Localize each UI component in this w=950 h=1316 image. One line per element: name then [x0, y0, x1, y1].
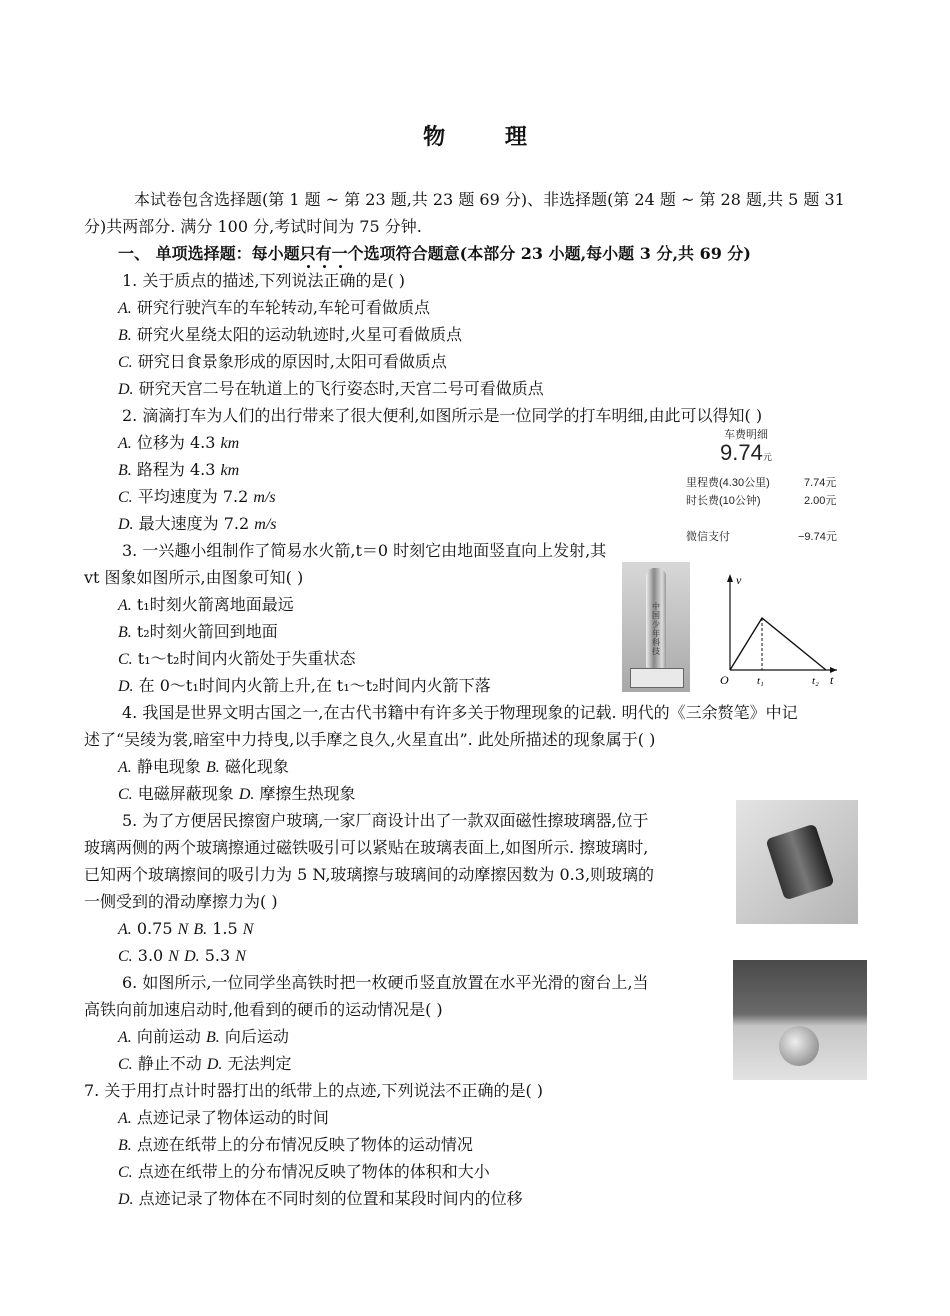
section-emph-1: 只: [299, 244, 316, 263]
receipt-heading: 车费明细: [724, 429, 768, 441]
vt-t2-label: t₂: [812, 675, 819, 687]
question-7-stem: 7. 关于用打点计时器打出的纸带上的点迹,下列说法不正确的是( ): [84, 1081, 544, 1100]
question-3-option-a: A. t₁时刻火箭离地面最远: [118, 595, 294, 614]
rocket-base: [630, 668, 684, 688]
question-3-stem-line-2: vt 图象如图所示,由图象可知( ): [84, 568, 304, 587]
question-3-stem-line-1: 3. 一兴趣小组制作了简易水火箭,t＝0 时刻它由地面竖直向上发射,其: [122, 541, 607, 560]
question-4-options-ab: A. 静电现象 B. 磁化现象: [118, 757, 289, 776]
question-3-option-b: B. t₂时刻火箭回到地面: [118, 622, 278, 641]
question-2-option-d: D. 最大速度为 7.2 m/s: [118, 514, 277, 533]
taxi-receipt-figure: [686, 426, 846, 546]
rocket-caption: 中国少年科技: [652, 602, 660, 656]
question-2-option-a: A. 位移为 4.3 km: [118, 433, 240, 452]
question-2-option-c: C. 平均速度为 7.2 m/s: [118, 487, 276, 506]
question-4-stem-line-2: 述了“吴绫为裳,暗室中力持曳,以手摩之良久,火星直出”. 此处所描述的现象属于( ): [84, 730, 656, 749]
magnetic-wiper-shape: [765, 824, 834, 901]
vt-y-arrow: [727, 574, 733, 582]
receipt-total: 9.74元: [720, 440, 772, 465]
question-6-stem-line-1: 6. 如图所示,一位同学坐高铁时把一枚硬币竖直放置在水平光滑的窗台上,当: [122, 973, 649, 992]
coin-shape: [779, 1026, 819, 1066]
water-rocket-photo: [622, 562, 690, 692]
vt-graph: [712, 570, 842, 688]
question-5-options-cd: C. 3.0 N D. 5.3 N: [118, 946, 246, 965]
question-6-options-ab: A. 向前运动 B. 向后运动: [118, 1027, 289, 1046]
window-cleaner-photo: [736, 800, 858, 924]
receipt-row-time-label: 时长费(10公钟): [686, 495, 761, 507]
question-5-stem-line-4: 一侧受到的滑动摩擦力为( ): [84, 892, 278, 911]
question-7-option-c: C. 点迹在纸带上的分布情况反映了物体的体积和大小: [118, 1162, 490, 1181]
section-emph-2: 有: [315, 244, 332, 263]
question-2-stem: 2. 滴滴打车为人们的出行带来了很大便利,如图所示是一位同学的打车明细,由此可以得知( ): [122, 406, 763, 425]
coin-on-windowsill-photo: [733, 960, 867, 1080]
question-7-option-d: D. 点迹记录了物体在不同时刻的位置和某段时间内的位移: [118, 1189, 523, 1208]
vt-curve: [730, 618, 826, 670]
question-1-option-a: A. 研究行驶汽车的车轮转动,车轮可看做质点: [118, 298, 430, 317]
question-4-stem-line-1: 4. 我国是世界文明古国之一,在古代书籍中有许多关于物理现象的记载. 明代的《三余赘笔》中记: [122, 703, 798, 722]
vt-y-label: v: [736, 573, 742, 587]
page-title: 物 理: [423, 124, 553, 150]
question-5-options-ab: A. 0.75 N B. 1.5 N: [118, 919, 254, 938]
question-1-option-d: D. 研究天宫二号在轨道上的飞行姿态时,天宫二号可看做质点: [118, 379, 544, 398]
question-5-stem-line-2: 玻璃两侧的两个玻璃擦通过磁铁吸引可以紧贴在玻璃表面上,如图所示. 擦玻璃时,: [84, 838, 649, 857]
receipt-row-mileage-label: 里程费(4.30公里): [686, 477, 770, 489]
intro-line-1: 本试卷包含选择题(第 1 题 ~ 第 23 题,共 23 题 69 分)、非选择题(第 24 题 ~ 第 28 题,共 5 题 31: [134, 190, 845, 209]
section-suffix: 个选项符合题意(本部分 23 小题,每小题 3 分,共 69 分): [347, 244, 751, 263]
question-6-options-cd: C. 静止不动 D. 无法判定: [118, 1054, 292, 1073]
question-7-option-b: B. 点迹在纸带上的分布情况反映了物体的运动情况: [118, 1135, 473, 1154]
question-4-options-cd: C. 电磁屏蔽现象 D. 摩擦生热现象: [118, 784, 356, 803]
section-heading: [118, 244, 751, 264]
section-prefix: 一、 单项选择题：每小题: [118, 244, 300, 263]
question-1-option-b: B. 研究火星绕太阳的运动轨迹时,火星可看做质点: [118, 325, 462, 344]
receipt-row-time-value: 2.00元: [804, 495, 837, 507]
receipt-row-payment-value: −9.74元: [798, 531, 837, 543]
section-emph-3: 一: [331, 244, 348, 263]
receipt-row-mileage-value: 7.74元: [804, 477, 837, 489]
question-1-option-c: C. 研究日食景象形成的原因时,太阳可看做质点: [118, 352, 447, 371]
question-1-stem: 1. 关于质点的描述,下列说法正确的是( ): [122, 271, 406, 290]
question-3-option-c: C. t₁～t₂时间内火箭处于失重状态: [118, 649, 356, 668]
question-2-option-b: B. 路程为 4.3 km: [118, 460, 240, 479]
receipt-row-payment-label: 微信支付: [686, 531, 730, 543]
intro-line-2: 分)共两部分. 满分 100 分,考试时间为 75 分钟.: [84, 217, 422, 236]
question-7-option-a: A. 点迹记录了物体运动的时间: [118, 1108, 329, 1127]
question-5-stem-line-3: 已知两个玻璃擦间的吸引力为 5 N,玻璃擦与玻璃间的动摩擦因数为 0.3,则玻璃的: [84, 865, 655, 884]
question-5-stem-line-1: 5. 为了方便居民擦窗户玻璃,一家厂商设计出了一款双面磁性擦玻璃器,位于: [122, 811, 649, 830]
vt-x-label: t: [830, 673, 834, 687]
question-6-stem-line-2: 高铁向前加速启动时,他看到的硬币的运动情况是( ): [84, 1000, 443, 1019]
vt-t1-label: t₁: [757, 675, 764, 687]
vt-origin-label: O: [720, 673, 729, 687]
question-3-option-d: D. 在 0～t₁时间内火箭上升,在 t₁～t₂时间内火箭下落: [118, 676, 491, 695]
